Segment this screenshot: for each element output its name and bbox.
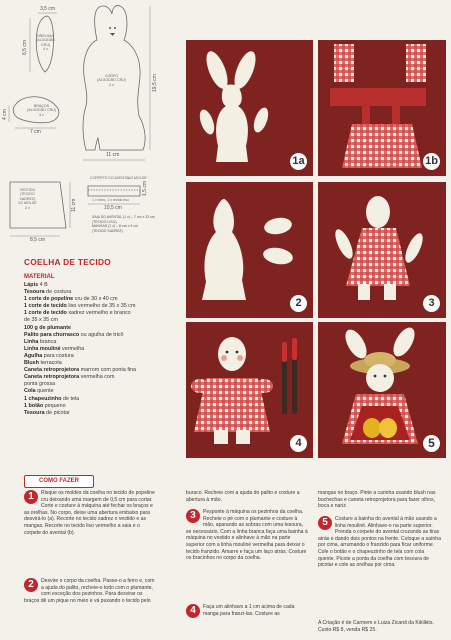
material-item-name: Linha mouliné bbox=[24, 345, 61, 352]
material-item-name: Linha bbox=[24, 338, 39, 345]
step-4-continued bbox=[318, 490, 442, 510]
body-label-line: CORPO bbox=[104, 74, 119, 78]
photo-number-badge: 2 bbox=[290, 295, 307, 312]
step-text: Risque os moldes da coelha no tecido de popeline cru deixando uma margem de 0,5 cm para cortar. Corte e costure à máquina até fechar os braços e as orelhas. No corpo, deixe uma abertura embaixo para desvirá-lo (a). Recorte no tecido xadrez o vestido e as mangas. Recorte no tecido liso vermelho a saia e o corpete do avental (b). bbox=[24, 490, 155, 536]
step-text: Pesponte à máquina os pezinhos da coelha. Recheie o pé com o plumante e costure à mão, aparando as sobras com uma tesoura, se necessário. Com a linha branca faça uma bainha à máquina no vestido e alinhave à mão na parte superior com a linha mouliné vermelha para deixar o tecido franzido. Amarre e faça um laço atrás. Costure os bracinhos no corpo da coelha. bbox=[186, 509, 308, 562]
material-item-detail: ou agulha de tricô bbox=[79, 331, 124, 338]
step-number-badge: 3 bbox=[186, 509, 200, 523]
how-to-heading bbox=[24, 475, 94, 488]
photo-number-badge: 1b bbox=[423, 153, 440, 170]
step-text: buraco. Recheie com a ajuda do palito e costure a abertura à mão. bbox=[186, 490, 300, 503]
material-list bbox=[24, 282, 186, 417]
ear-label-line: ORELHAS bbox=[36, 34, 55, 38]
body-label-line: (ALGODÃO CRU) bbox=[97, 78, 126, 83]
material-item-detail: de 35 x 35 cm bbox=[24, 317, 58, 324]
ear-width-dimension: 3,5 cm bbox=[40, 6, 56, 12]
dress-label-line: XADREZ) bbox=[19, 196, 36, 201]
arm-height-dimension: 4 cm bbox=[2, 109, 8, 120]
material-item-name: 1 botão bbox=[24, 402, 44, 409]
material-item-detail: marrom com ponta fina bbox=[79, 367, 137, 374]
material-item bbox=[24, 303, 186, 310]
step-number-badge: 4 bbox=[186, 604, 200, 618]
step-2 bbox=[24, 578, 155, 604]
material-heading: MATERIAL bbox=[24, 274, 55, 280]
step-photo-3 bbox=[318, 182, 446, 318]
material-item bbox=[24, 388, 186, 395]
apron-top-sub: 1 x forro, 1 x tecido liso bbox=[92, 198, 129, 202]
step-text: Desvire o corpo da coelha. Passe-o a ferro e, com a ajuda do palito, recheie-o todo com o plumante, com exceção dos pezinhos. Para desvirar os braços dê um pique no meio e vá puxando o tecido pelo bbox=[24, 578, 155, 604]
material-item bbox=[24, 339, 186, 346]
step-photo-1a bbox=[186, 40, 313, 176]
body-label-line: 2 x bbox=[109, 82, 114, 87]
material-item-detail: vermelha bbox=[60, 345, 85, 352]
ear-label-line: (ALGODÃO bbox=[36, 38, 55, 43]
body-height-dimension: 19,5 cm bbox=[152, 74, 158, 92]
material-item bbox=[24, 353, 186, 360]
arm-width-dimension: 7 cm bbox=[30, 129, 41, 135]
material-item-name: Blush bbox=[24, 360, 39, 367]
how-to-label: COMO FAZER bbox=[39, 478, 79, 484]
material-item-name: 1 corte de popeline bbox=[24, 296, 74, 303]
arm-label-line: (ALGODÃO CRU) bbox=[27, 108, 56, 113]
photo-number-badge: 4 bbox=[290, 435, 307, 452]
photo-number-badge: 5 bbox=[423, 435, 440, 452]
material-item-name: Caneta retroprojetora bbox=[24, 374, 80, 381]
arm-label-line: BRAÇOS bbox=[33, 104, 50, 108]
material-item bbox=[24, 360, 186, 367]
material-item bbox=[24, 381, 186, 388]
step-photo-2 bbox=[186, 182, 313, 318]
material-item bbox=[24, 282, 186, 289]
material-item bbox=[24, 410, 186, 417]
material-item bbox=[24, 367, 186, 374]
material-item-name: 100 g de plumante bbox=[24, 324, 72, 331]
project-title: COELHA DE TECIDO bbox=[24, 257, 112, 267]
cut-measure-line: (TECIDO XADREZ) bbox=[92, 229, 123, 234]
material-item-detail: vermelha com bbox=[79, 374, 115, 381]
material-item-detail: xadrez vermelho e branco bbox=[66, 310, 131, 317]
cut-measurements bbox=[92, 215, 155, 234]
step-1 bbox=[24, 490, 155, 536]
material-item-detail: pequeno bbox=[43, 402, 66, 409]
body-pattern-label bbox=[97, 74, 126, 87]
material-item-detail: para costura bbox=[42, 352, 74, 359]
material-item-detail: branca bbox=[38, 338, 57, 345]
material-item bbox=[24, 374, 186, 381]
material-item-detail: quente bbox=[35, 388, 54, 395]
step-number-badge: 2 bbox=[24, 578, 38, 592]
material-item-name: Agulha bbox=[24, 352, 43, 359]
material-item bbox=[24, 310, 186, 317]
photo-number-badge: 1a bbox=[290, 153, 307, 170]
apron-height-dimension: 1,5 cm bbox=[142, 180, 148, 196]
material-item-detail: de costura bbox=[44, 289, 72, 296]
material-item-name: 1 chapeuzinho bbox=[24, 395, 62, 402]
step-5 bbox=[318, 516, 442, 569]
body-width-dimension: 11 cm bbox=[106, 152, 120, 158]
ear-height-dimension: 8,5 cm bbox=[22, 39, 28, 55]
cut-measure-line: SAIA DO AVENTAL (1 x) – 7 cm x 22 cm bbox=[92, 215, 155, 219]
material-item-name: 1 corte de tecido bbox=[24, 303, 67, 310]
material-item bbox=[24, 325, 186, 332]
credits bbox=[318, 620, 442, 633]
step-4 bbox=[186, 604, 309, 618]
material-item-name: Tesoura bbox=[24, 289, 45, 296]
material-item-detail: de picotar bbox=[44, 409, 70, 416]
photo-number-badge: 3 bbox=[423, 295, 440, 312]
step-number-badge: 5 bbox=[318, 516, 332, 530]
step-text: Costure a bainha do avental à mão usando a linha mouliné. Alinhave-o na parte superior. Prenda o corpete do avental cruzando as tiras atrás e dando dois pontos na frente. Coloque a saínha por cima, arrumando o franzido para ficar uniforme. Cole o botão e o chapeuzinho de tela com cola quente. Picote a ponta da coelha com tesoura de picotar e cole as orelhas por cima. bbox=[318, 516, 441, 569]
apron-top-pattern-label bbox=[90, 176, 130, 180]
step-3 bbox=[186, 509, 309, 562]
step-photo-1b bbox=[318, 40, 446, 176]
material-item-detail: ponta grossa bbox=[24, 381, 56, 388]
arm-pattern-label bbox=[27, 104, 56, 117]
material-item bbox=[24, 396, 186, 403]
apron-top-title: CORPETE DO AVENTAL bbox=[90, 176, 131, 180]
apron-top-pattern-outline bbox=[88, 186, 140, 196]
material-item-name: Tesoura bbox=[24, 409, 45, 416]
material-item-detail: 4 B bbox=[38, 282, 48, 288]
ear-pattern-label bbox=[36, 34, 55, 52]
step-photo-5 bbox=[318, 322, 446, 458]
material-item-name: Lápis bbox=[24, 282, 39, 288]
step-photo-4 bbox=[186, 322, 313, 458]
material-item bbox=[24, 403, 186, 410]
step-2-continued bbox=[186, 490, 309, 503]
dress-label-line: 1/2 MOLDE bbox=[18, 201, 37, 206]
material-item bbox=[24, 332, 186, 339]
material-item-detail: de tela bbox=[61, 395, 80, 402]
material-item-detail: terracota bbox=[38, 360, 62, 367]
dress-label-line: VESTIDO bbox=[19, 188, 36, 192]
material-item-name: 1 corte de tecido bbox=[24, 310, 67, 317]
apron-top-mold: 1/2 MOLDE bbox=[128, 176, 147, 180]
material-item bbox=[24, 346, 186, 353]
material-item-name: Cola bbox=[24, 388, 36, 395]
dress-pattern-label bbox=[18, 188, 37, 210]
dress-height-dimension: 11 cm bbox=[71, 198, 77, 212]
arm-label-line: 4 x bbox=[39, 112, 44, 117]
step-text: Faça um alinhavo a 1 cm acima de cada manga para franzi-las. Costure as bbox=[203, 604, 295, 617]
dress-label-line: 2 x bbox=[24, 205, 30, 210]
material-item bbox=[24, 317, 186, 324]
material-item-name: Palito para churrasco bbox=[24, 331, 80, 338]
credits-text: A Criação é de Carmem e Luiza Zicardi da Kikilkits. Custo R$ 8, venda R$ 25. bbox=[318, 620, 434, 633]
material-item bbox=[24, 296, 186, 303]
sewing-patterns bbox=[0, 0, 186, 250]
step-number-badge: 1 bbox=[24, 490, 38, 504]
cut-measure-line: MANGAS (1 x) – 8 cm x 9 cm bbox=[92, 224, 138, 229]
material-item-detail: liso vermelho de 35 x 35 cm bbox=[66, 303, 136, 310]
cut-measure-line: (TECIDO LISO) bbox=[92, 219, 117, 224]
dress-label-line: (TECIDO bbox=[20, 192, 35, 197]
material-item bbox=[24, 289, 186, 296]
pattern-outlines bbox=[0, 0, 186, 250]
ear-label-line: 4 x bbox=[43, 47, 48, 52]
apron-top-width-dimension: 10,5 cm bbox=[104, 205, 122, 211]
dress-width-dimension: 8,5 cm bbox=[30, 237, 46, 243]
ear-label-line: CRU) bbox=[41, 42, 50, 47]
material-item-name: Caneta retroprojetora bbox=[24, 367, 80, 374]
step-text: mangas no braço. Pinte a carinha usando blush nas bochechas e caneta retroprojetora para fazer olhos, boca e nariz. bbox=[318, 490, 436, 510]
material-item-detail: cru de 30 x 40 cm bbox=[73, 296, 118, 303]
